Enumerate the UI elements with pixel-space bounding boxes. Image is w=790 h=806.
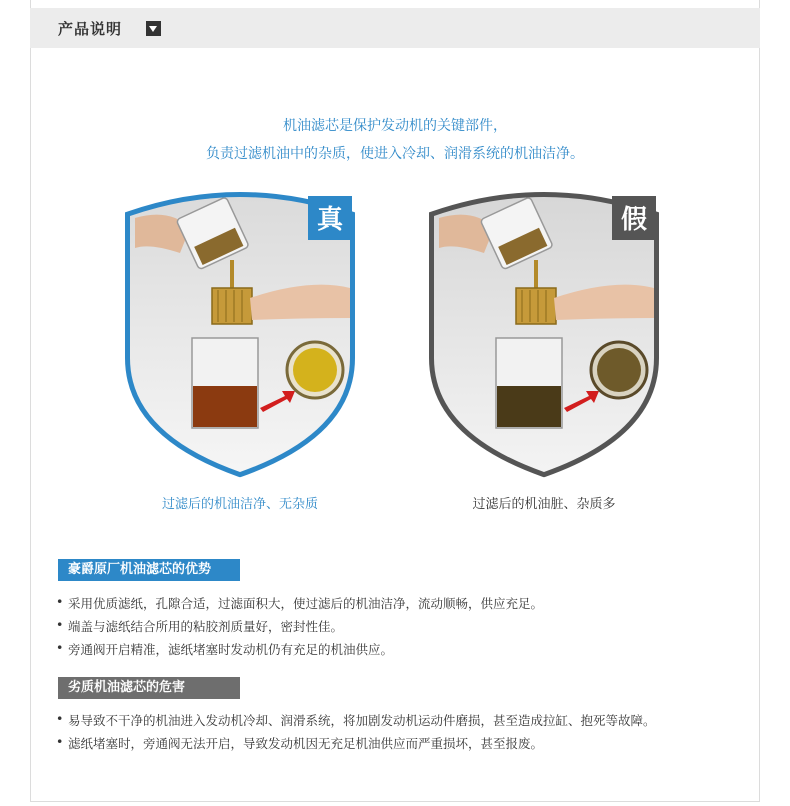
advantages-heading: 豪爵原厂机油滤芯的优势 <box>58 559 240 581</box>
intro-line-1: 机油滤芯是保护发动机的关键部件， <box>283 118 507 134</box>
counterfeit-badge: 假 <box>620 205 648 235</box>
genuine-badge: 真 <box>316 205 344 235</box>
list-item: • 滤纸堵塞时，旁通阀无法开启，导致发动机因无充足机油供应而严重损坏，甚至报废。 <box>68 734 543 752</box>
genuine-caption: 过滤后的机油洁净、无杂质 <box>161 497 318 512</box>
list-item: • 采用优质滤纸，孔隙合适，过滤面积大，使过滤后的机油洁净，流动顺畅，供应充足。 <box>68 594 543 612</box>
intro-line-2: 负责过滤机油中的杂质，使进入冷却、润滑系统的机油洁净。 <box>206 146 584 162</box>
list-item: • 端盖与滤纸结合所用的粘胶剂质量好，密封性佳。 <box>68 617 343 635</box>
counterfeit-filter-shield <box>424 188 664 478</box>
list-item: • 易导致不干净的机油进入发动机冷却、润滑系统，将加剧发动机运动件磨损，甚至造成拉缸、抱死等故障。 <box>68 711 656 729</box>
counterfeit-caption: 过滤后的机油脏、杂质多 <box>472 497 616 512</box>
list-item: • 旁通阀开启精准，滤纸堵塞时发动机仍有充足的机油供应。 <box>68 640 393 658</box>
triangle-down-icon[interactable] <box>146 21 161 36</box>
section-title: 产品说明 <box>58 20 123 38</box>
genuine-filter-shield <box>120 188 360 478</box>
hazards-heading: 劣质机油滤芯的危害 <box>58 677 240 699</box>
section-header <box>30 8 760 48</box>
